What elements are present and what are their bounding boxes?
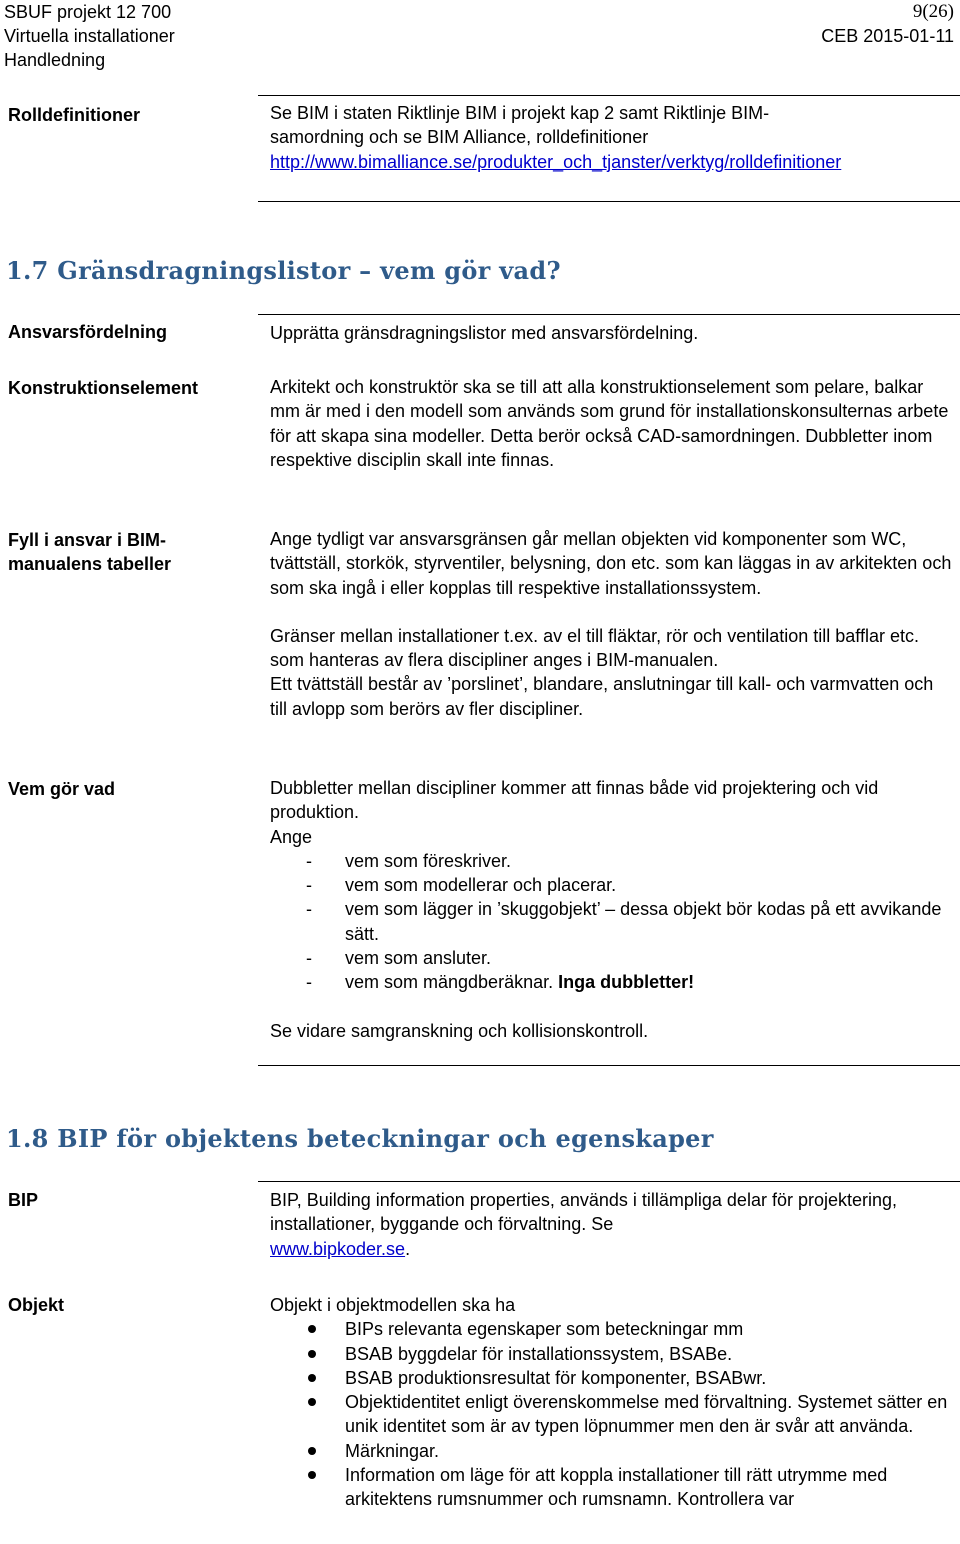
project-title: SBUF projekt 12 700 xyxy=(4,2,172,22)
list-item-text: Objektidentitet enligt överenskommelse med förvaltning. Systemet sätter en unik identitet som är av typen löpnummer men den är svår att använda. xyxy=(345,1392,948,1437)
rolldefinitioner-text xyxy=(270,101,955,174)
inga-dubbletter-emphasis: Inga dubbletter! xyxy=(558,972,695,993)
divider xyxy=(258,1065,960,1066)
konstruktionselement-text: Arkitekt och konstruktör ska se till att alla konstruktionselement som pelare, balkar mm är med i den modell som används som grund för installationskonsulternas arbete för att skapa sina modeller. Detta berör också CAD-samordningen. Dubbletter inom respektive disciplin skall inte finnas. xyxy=(270,377,949,470)
konstruktionselement-label: Konstruktionselement xyxy=(8,378,199,398)
fyll-i-ansvar-text xyxy=(270,527,955,721)
list-item xyxy=(270,849,955,873)
list-item-text: BIPs relevanta egenskaper som beteckningar mm xyxy=(345,1319,744,1340)
vem-gor-vad-label: Vem gör vad xyxy=(8,779,116,799)
rolldefinitioner-label: Rolldefinitioner xyxy=(8,105,140,125)
list-item xyxy=(270,1439,955,1463)
fyll-paragraph-1: Ange tydligt var ansvarsgränsen går mellan objekten vid komponenter som WC, tvättställ, storkök, styrventiler, belysning, don etc. som kan läggas in av arkitekten och som ska ingå i eller kopplas till respektive installationssystem. xyxy=(270,529,952,598)
vem-paragraph-1: Dubbletter mellan discipliner kommer att finnas både vid projektering och vid produktion. xyxy=(270,778,879,823)
document-type: Handledning xyxy=(4,50,106,70)
dash-marker: - xyxy=(306,972,312,993)
bullet-icon xyxy=(308,1325,316,1333)
list-item-text: vem som föreskriver. xyxy=(345,850,512,871)
vem-gor-vad-text xyxy=(270,776,955,1043)
section-heading-1-8: 1.8 BIP för objektens beteckningar och egenskaper xyxy=(6,1124,714,1153)
objekt-intro: Objekt i objektmodellen ska ha xyxy=(270,1295,516,1315)
list-item xyxy=(270,1342,955,1366)
divider xyxy=(258,201,960,202)
rolldef-line1: Se BIM i staten Riktlinje BIM i projekt kap 2 samt Riktlinje BIM- xyxy=(270,103,770,123)
list-item xyxy=(270,897,955,946)
fyll-paragraph-2: Gränser mellan installationer t.ex. av el till fläktar, rör och ventilation till bafflar etc. som hanteras av flera discipliner anges i BIM-manualen. xyxy=(270,625,919,671)
project-subtitle: Virtuella installationer xyxy=(4,26,175,46)
bullet-icon xyxy=(308,1471,316,1479)
vem-list xyxy=(270,849,955,995)
page-header-left xyxy=(4,0,175,72)
list-item-text: BSAB byggdelar för installationssystem, BSABe. xyxy=(345,1343,733,1364)
bullet-icon xyxy=(308,1447,316,1455)
list-item-text: BSAB produktionsresultat för komponenter, BSABwr. xyxy=(345,1367,767,1388)
bullet-icon xyxy=(308,1398,316,1406)
objekt-list xyxy=(270,1317,955,1511)
list-item-text: vem som mängdberäknar. xyxy=(345,972,554,993)
bip-period: . xyxy=(405,1238,411,1259)
list-item xyxy=(270,970,955,994)
objekt-label: Objekt xyxy=(8,1295,65,1315)
list-item xyxy=(270,1463,955,1512)
list-item-text: vem som lägger in ’skuggobjekt’ – dessa objekt bör kodas på ett avvikande sätt. xyxy=(345,899,942,944)
bullet-icon xyxy=(308,1350,316,1358)
list-item-text: vem som modellerar och placerar. xyxy=(345,875,617,896)
dash-marker: - xyxy=(306,948,312,969)
list-item xyxy=(270,1317,955,1341)
objekt-text xyxy=(270,1293,955,1512)
rolldef-line2: samordning och se BIM Alliance, rolldefinitioner xyxy=(270,127,649,148)
page-header-right xyxy=(821,0,954,48)
section-heading-1-7: 1.7 Gränsdragningslistor – vem gör vad? xyxy=(6,256,561,285)
fyll-i-ansvar-label xyxy=(8,528,248,576)
vem-paragraph-2: Se vidare samgranskning och kollisionskontroll. xyxy=(270,1020,649,1041)
bip-text xyxy=(270,1188,955,1261)
list-item-text: vem som ansluter. xyxy=(345,948,492,969)
list-item-text: Märkningar. xyxy=(345,1440,440,1461)
rolldefinitioner-link[interactable]: http://www.bimalliance.se/produkter_och_tjanster/verktyg/rolldefinitioner xyxy=(270,151,842,172)
org-date: CEB 2015-01-11 xyxy=(821,26,954,46)
bipkoder-link[interactable]: www.bipkoder.se xyxy=(270,1238,406,1259)
bip-description: BIP, Building information properties, används i tillämpliga delar för projektering, installationer, byggande och förvaltning. Se xyxy=(270,1190,898,1235)
bip-label: BIP xyxy=(8,1190,39,1210)
fyll-paragraph-3: Ett tvättställ består av ’porslinet’, blandare, anslutningar till kall- och varmvatten och till avlopp som berörs av fler discipliner. xyxy=(270,674,934,719)
page-number: 9(26) xyxy=(912,1,954,22)
vem-ange: Ange xyxy=(270,826,313,847)
list-item xyxy=(270,946,955,970)
ansvarsfordelning-text: Upprätta gränsdragningslistor med ansvarsfördelning. xyxy=(270,323,699,343)
list-item xyxy=(270,873,955,897)
divider xyxy=(258,95,960,96)
dash-marker: - xyxy=(306,850,312,871)
ansvarsfordelning-label: Ansvarsfördelning xyxy=(8,322,168,342)
divider xyxy=(258,1181,960,1182)
fyll-label-line1: Fyll i ansvar i BIM- xyxy=(8,530,167,550)
fyll-label-line2: manualens tabeller xyxy=(8,554,172,574)
dash-marker: - xyxy=(306,899,312,920)
bullet-icon xyxy=(308,1374,316,1382)
list-item xyxy=(270,1390,955,1439)
list-item xyxy=(270,1366,955,1390)
divider xyxy=(258,314,960,315)
list-item-text: Information om läge för att koppla installationer till rätt utrymme med arkitektens rumsnummer och rumsnamn. Kontrollera var xyxy=(345,1465,888,1510)
dash-marker: - xyxy=(306,875,312,896)
